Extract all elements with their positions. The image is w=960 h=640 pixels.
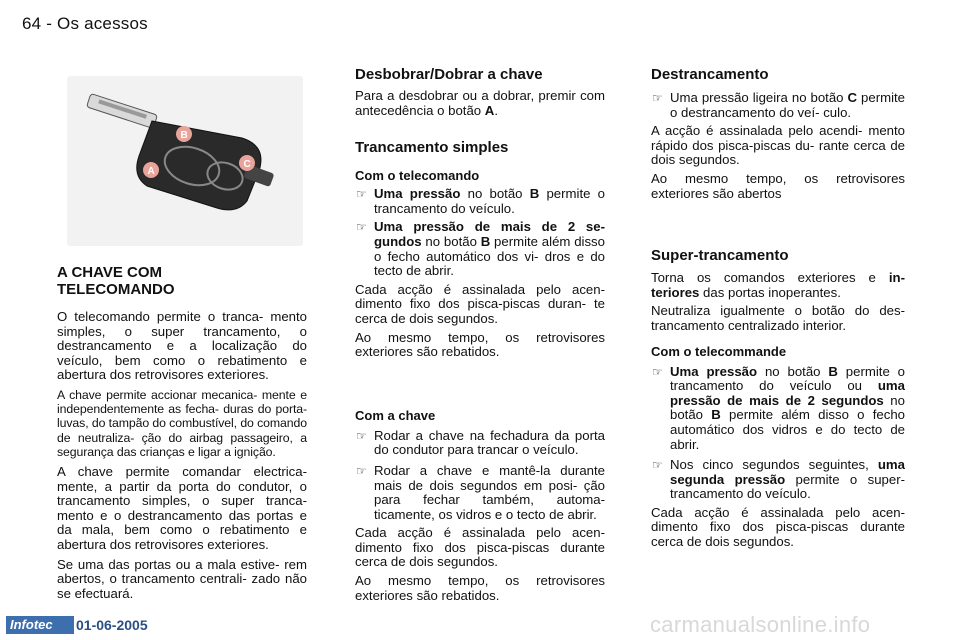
infotec-logo: Infotec	[6, 616, 74, 634]
section-title-lock: Trancamento simples	[355, 139, 509, 157]
pointer-icon: ☞	[356, 187, 367, 202]
section-title-key: A CHAVE COM TELECOMANDO	[57, 264, 175, 298]
remote-key-illustration	[67, 76, 303, 246]
pointer-icon: ☞	[652, 458, 663, 473]
paragraph: A acção é assinalada pelo acendi- mento rápido dos pisca-piscas du- rante cerca de dois segundos.	[651, 123, 905, 168]
column-middle	[355, 66, 605, 603]
paragraph: Cada acção é assinalada pelo acen- dimento fixo dos pisca-piscas duran- te cerca de dois segundos.	[355, 281, 605, 326]
key-image	[67, 76, 303, 246]
pointer-icon: ☞	[652, 364, 663, 379]
list-item: ☞ Rodar a chave e mantê-la durante mais de dois segundos em posi- ção para fechar também, automa- ticamente, os vidros e o tecto de abrir.	[356, 462, 605, 522]
label-a: A	[147, 166, 155, 177]
section-title-fold: Desbobrar/Dobrar a chave	[355, 66, 543, 83]
footer-date: 01-06-2005	[76, 617, 148, 633]
list-item: ☞ Rodar a chave na fechadura da porta do condutor para trancar o veículo.	[356, 427, 605, 458]
paragraph: Ao mesmo tempo, os retrovisores exteriores são abertos	[651, 170, 905, 201]
paragraph: Cada acção é assinalada pelo acen- dimento fixo dos pisca-piscas durante cerca de dois segundos.	[355, 525, 605, 570]
paragraph: Ao mesmo tempo, os retrovisores exteriores são rebatidos.	[355, 329, 605, 360]
label-b: B	[180, 130, 188, 141]
list-item: ☞ Uma pressão de mais de 2 se- gundos no botão B permite além disso o fecho automático dos vi- dros e do tecto de abrir.	[356, 219, 605, 279]
column-left	[57, 264, 307, 601]
list-item: ☞ Uma pressão ligeira no botão C permite o destrancamento do veí- culo.	[652, 90, 905, 120]
list-item: ☞ Nos cinco segundos seguintes, uma segunda pressão permite o super-trancamento do veículo.	[652, 457, 905, 502]
paragraph: Neutraliza igualmente o botão do des- trancamento centralizado interior.	[651, 303, 905, 333]
subsection-remote: Com o telecomando	[355, 168, 480, 184]
column-right	[651, 66, 905, 550]
list-item: ☞ Uma pressão no botão B permite o trancamento do veículo ou uma pressão de mais de 2 segundos no botão B permite além disso o fecho automático dos vidros e do tecto de abrir.	[652, 363, 906, 452]
page-header: 64 - Os acessos	[22, 14, 148, 33]
pointer-icon: ☞	[356, 463, 367, 478]
paragraph: Ao mesmo tempo, os retrovisores exteriores são rebatidos.	[355, 573, 605, 603]
subsection-remote: Com o telecommande	[651, 343, 787, 359]
label-c: C	[243, 159, 251, 170]
paragraph: Torna os comandos exteriores e in- teriores das portas inoperantes.	[651, 270, 905, 300]
paragraph: O telecomando permite o tranca- mento simples, o super trancamento, o destrancamento e a localização do veículo, bem como o rebatimento e abertura dos retrovisores exteriores.	[57, 309, 307, 383]
list-item: ☞ Uma pressão no botão B permite o trancamento do veículo.	[356, 186, 605, 216]
section-title-super: Super-trancamento	[651, 247, 789, 265]
paragraph: Cada acção é assinalada pelo acen- dimento fixo dos pisca-piscas durante cerca de dois segundos.	[651, 504, 905, 550]
pointer-icon: ☞	[356, 428, 367, 443]
watermark-site: carmanualsonline.info	[650, 612, 871, 637]
paragraph: A chave permite comandar electrica- mente, a partir da porta do condutor, o trancamento simples, o super tranca- mento e o destrancamento das portas e da mala, bem como o rebatimento e abertura dos retrovisores exteriores.	[57, 463, 307, 552]
pointer-icon: ☞	[652, 91, 663, 105]
subsection-key: Com a chave	[355, 407, 436, 423]
paragraph: A chave permite accionar mecanica- mente e independentemente as fecha- duras do porta-luvas, do tampão do combustível, do comando de neutraliza- ção do airbag passageiro, a segurança das crianças e ligar a ignição.	[57, 387, 307, 459]
section-title-unlock: Destrancamento	[651, 66, 769, 83]
pointer-icon: ☞	[356, 220, 367, 235]
paragraph: Se uma das portas ou a mala estive- rem abertos, o trancamento centrali- zado não se efectuará.	[57, 556, 307, 601]
paragraph: Para a desdobrar ou a dobrar, premir com antecedência o botão A.	[355, 88, 605, 118]
